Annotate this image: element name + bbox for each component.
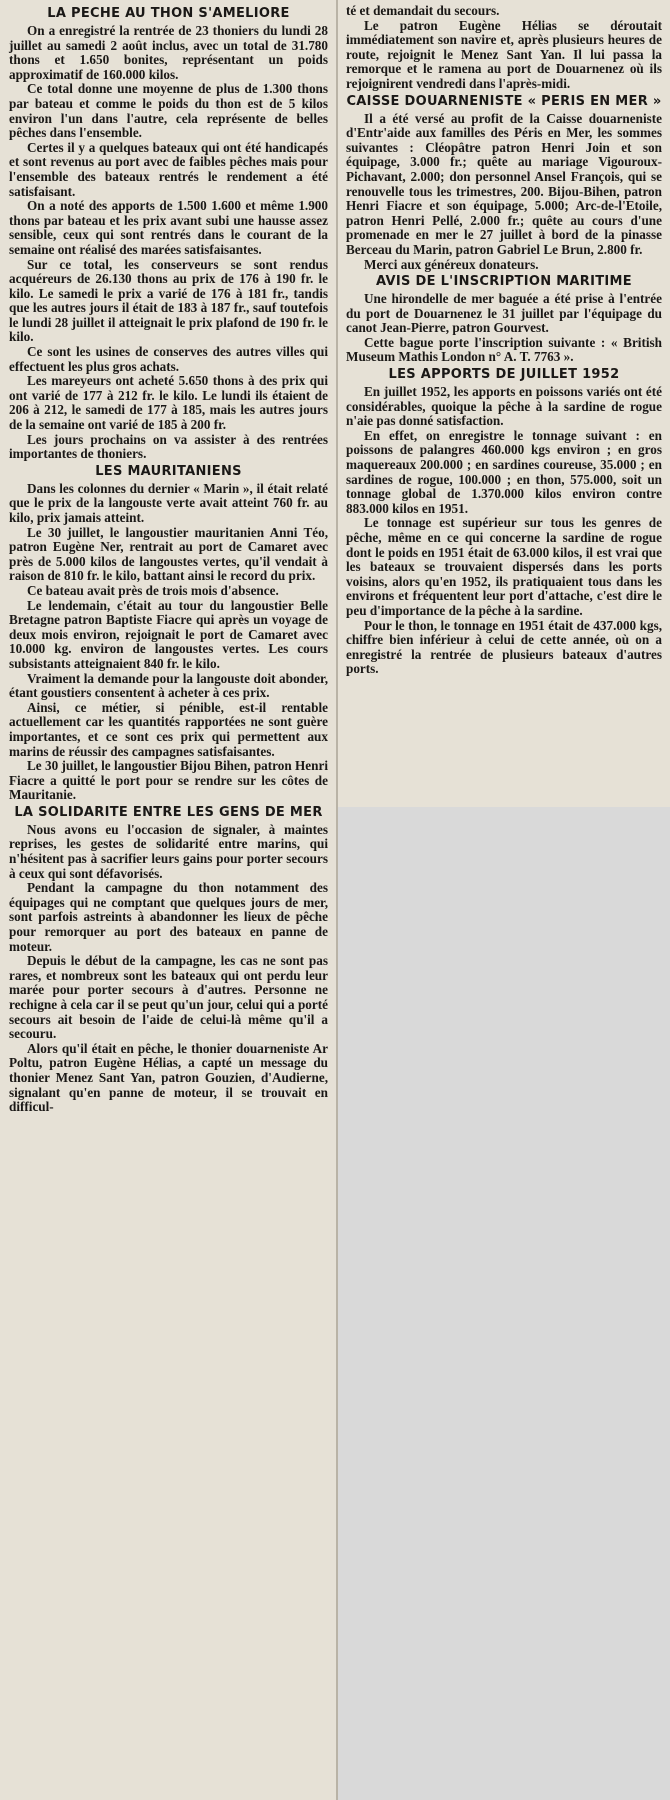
paragraph: Depuis le début de la campagne, les cas ne sont pas rares, et nombreux sont les bateaux qui ont perdu leur marée pour porter secours à d'autres. Personne ne rechigne à cela car il se peut qu'un jour, celui qui a porté secours ait besoin de l'aide de celui-là même qu'il a secouru. bbox=[9, 953, 328, 1042]
paragraph: Le tonnage est supérieur sur tous les genres de pêche, même en ce qui concerne la sardine de rogue dont le poids en 1951 était de 63.000 kilos, il est vrai que les bateaux se trouvaient dispersés dans les ports voisins, alors qu'en 1952, ils pratiquaient tous dans les environs et fréquentent leur port d'attache, c'est dire le peu d'importance de la pêche à la sardine. bbox=[346, 515, 662, 618]
paragraph: Le lendemain, c'était au tour du langoustier Belle Bretagne patron Baptiste Fiacre qui après un voyage de deux mois environ, rejoignait le port de Camaret avec 10.000 kg. environ de langoustes vertes. Les cours subsistants atteignaient 840 fr. le kilo. bbox=[9, 597, 328, 671]
paragraph: Cette bague porte l'inscription suivante : « British Museum Mathis London n° A. T. 7763 ». bbox=[346, 334, 662, 365]
headline-mauritaniens: LES MAURITANIENS bbox=[95, 463, 242, 479]
headline-caisse-douarneniste: CAISSE DOUARNENISTE « PERIS EN MER » bbox=[346, 93, 662, 109]
paragraph: Ce sont les usines de conserves des autres villes qui effectuent les plus gros achats. bbox=[9, 344, 328, 374]
paragraph: En juillet 1952, les apports en poissons variés ont été considérables, quoique la pêche à la sardine de rogue n'aie pas donné satisfaction. bbox=[346, 384, 662, 429]
paragraph: Le 30 juillet, le langoustier mauritanien Anni Téo, patron Eugène Ner, rentrait au port de Camaret avec près de 5.000 kilos de langoustes vertes, qu'il vendait à raison de 810 fr. le kilo, battant ainsi le record du prix. bbox=[9, 524, 328, 584]
paragraph: Les mareyeurs ont acheté 5.650 thons à des prix qui ont varié de 177 à 212 fr. le kilo. Le lundi ils étaient de 206 à 212, le samedi de 177 à 185, mais les autres jours de la semaine ont varié de 185 à 200 fr. bbox=[9, 373, 328, 433]
headline-apports-juillet: LES APPORTS DE JUILLET 1952 bbox=[388, 367, 620, 383]
paragraph: Ainsi, ce métier, si pénible, est-il rentable actuellement car les quantités rapportées ne sont guère importantes, et ce sont ces prix qui permettent aux marins de réussir des campagnes satisfaisantes. bbox=[9, 699, 328, 759]
paragraph: Vraiment la demande pour la langouste doit abonder, étant goustiers consentent à acheter à ces prix. bbox=[9, 670, 328, 701]
paragraph: On a enregistré la rentrée de 23 thoniers du lundi 28 juillet au samedi 2 août inclus, avec un total de 31.780 thons et 1.650 bonites, représentant un poids approximatif de 160.000 kilos. bbox=[9, 23, 328, 82]
paragraph: Une hirondelle de mer baguée a été prise à l'entrée du port de Douarnenez le 31 juillet par l'équipage du canot Jean-Pierre, patron Gourvest. bbox=[346, 291, 662, 336]
paragraph: Pendant la campagne du thon notamment des équipages qui ne comptant que quelques jours de mer, sont parfois astreints à abandonner les lieux de pêche pour remorquer au port des bateaux en panne de moteur. bbox=[9, 880, 328, 954]
paragraph: Le 30 juillet, le langoustier Bijou Bihen, patron Henri Fiacre a quitté le port pour se rendre sur les côtes de Mauritanie. bbox=[9, 758, 328, 803]
paragraph: Certes il y a quelques bateaux qui ont été handicapés et sont revenus au port avec de faibles pêches mais pour l'ensemble des bateaux rentrés le rendement a été satisfaisant. bbox=[9, 139, 328, 199]
clipping-right-column bbox=[338, 0, 670, 807]
paragraph: Ce bateau avait près de trois mois d'absence. bbox=[27, 582, 279, 598]
paragraph: Dans les colonnes du dernier « Marin », il était relaté que le prix de la langouste verte avait atteint 760 fr. au kilo, prix jamais atteint. bbox=[9, 480, 328, 525]
paragraph: Les jours prochains on va assister à des rentrées importantes de thoniers. bbox=[9, 431, 328, 462]
paragraph: Pour le thon, le tonnage en 1951 était de 437.000 kgs, chiffre bien inférieur à celui de cette année, où on a enregistré la rentrée de plusieurs bateaux d'autres ports. bbox=[346, 617, 662, 677]
paragraph: Merci aux généreux donateurs. bbox=[364, 256, 539, 272]
paragraph: Nous avons eu l'occasion de signaler, à maintes reprises, les gestes de solidarité entre marins, qui n'hésitent pas à sacrifier leurs gains pour porter secours à ceux qui sont défavorisés. bbox=[9, 821, 328, 881]
paragraph: On a noté des apports de 1.500 1.600 et même 1.900 thons par bateau et les prix avant subi une hausse assez sensible, ceux qui sont rentrés dans le courant de la semaine ont réalisé des marées satisfaisantes. bbox=[9, 198, 328, 257]
paragraph: Le patron Eugène Hélias se déroutait immédiatement son navire et, après plusieurs heures de route, rejoignit le Menez Sant Yan. Il lui passa la remorque et le ramena au port de Douarnenez où ils rejoignirent vendredi dans l'après-midi. bbox=[346, 17, 662, 91]
paragraph: Alors qu'il était en pêche, le thonier douarneniste Ar Poltu, patron Eugène Hélias, a capté un message du thonier Menez Sant Yan, patron Gouzien, d'Audierne, signalant qu'en panne de moteur, il se trouvait en difficul- bbox=[9, 1040, 328, 1115]
paragraph-continued: té et demandait du secours. bbox=[346, 3, 500, 18]
paragraph: En effet, on enregistre le tonnage suivant : en poissons de palangres 460.000 kgs environ ; en gros maquereaux 200.000 ; en sardines coureuse, 35.000 ; en sardines de rogue, 100.000 ; en thon, 575.000, soit un tonnage global de 1.370.000 kilos environ contre 883.000 kilos en 1951. bbox=[346, 427, 662, 516]
headline-peche-thon: LA PECHE AU THON S'AMELIORE bbox=[47, 6, 290, 21]
paragraph: Sur ce total, les conserveurs se sont rendus acquéreurs de 26.130 thons au prix de 176 à 190 fr. le kilo. Le samedi le prix a varié de 176 à 181 fr., tandis que les autres jours il était de 183 à 187 fr., sauf toutefois le lundi 28 juillet il atteignait le prix plafond de 190 fr. le kilo. bbox=[9, 256, 328, 345]
paragraph: Il a été versé au profit de la Caisse douarneniste d'Entr'aide aux familles des Péris en Mer, les sommes suivantes : Cléopâtre patron Henri Join et son équipage, 3.000 fr.; quête au mariage Vigouroux-Pichavant, 2.000; don personnel Ansel François, qui se renouvelle tous les trimestres, 200. Bijou-Bihen, patron Henri Fiacre et son équipage, 5.000; Arc-de-l'Etoile, patron Henri Pellé, 2.000 fr.; quête au cours d'une promenade en mer le 27 juillet à bord de la pinasse Berceau du Marin, patron Gabriel Le Brun, 2.800 fr. bbox=[346, 110, 662, 257]
headline-solidarite: LA SOLIDARITE ENTRE LES GENS DE MER bbox=[14, 804, 323, 820]
headline-avis-inscription: AVIS DE L'INSCRIPTION MARITIME bbox=[376, 274, 632, 290]
paragraph: Ce total donne une moyenne de plus de 1.300 thons par bateau et comme le poids du thon est de 5 kilos environ l'un dans l'autre, cela représente de belles pêches dans l'ensemble. bbox=[9, 81, 328, 141]
